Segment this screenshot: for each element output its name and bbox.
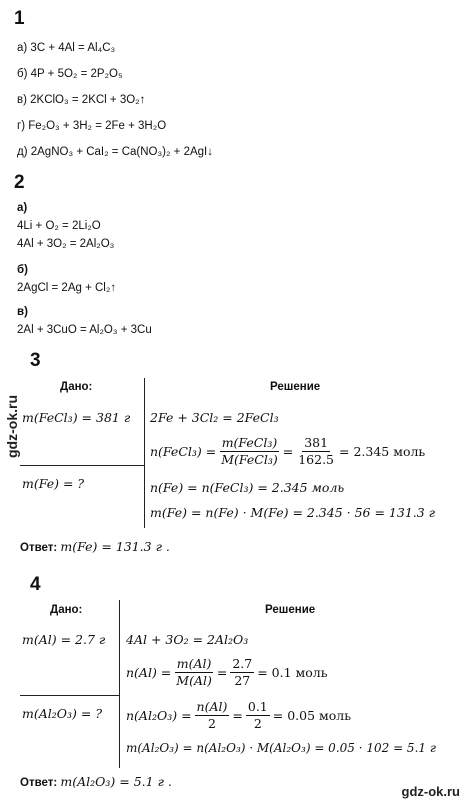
task-3-given: m(FeCl₃) = 381 г xyxy=(22,410,131,425)
task-4-answer-label: Ответ: xyxy=(20,777,58,789)
task-3-fraction-1-numerator: m(FeCl₃) xyxy=(221,435,278,450)
task-4-fraction-1-denominator: M(Al) xyxy=(176,673,212,688)
watermark-vertical: gdz-ok.ru xyxy=(4,395,20,458)
task-3-vertical-divider xyxy=(144,378,145,528)
task-1-equation-a: а) 3C + 4Al = Al₄C₃ xyxy=(17,42,116,54)
task-1-equation-g: г) Fe₂O₃ + 3H₂ = 2Fe + 3H₂O xyxy=(17,120,167,132)
task-4-number: 4 xyxy=(30,574,41,595)
task-3-answer xyxy=(20,539,170,554)
task-3-answer-value: m(Fe) = 131.3 г . xyxy=(60,539,170,554)
task-3-reaction: 2Fe + 3Cl₂ = 2FeCl₃ xyxy=(150,410,279,425)
task-4-vertical-divider xyxy=(119,600,120,768)
task-3-fraction-1-denominator: M(FeCl₃) xyxy=(221,452,278,467)
task-4-moles-al-lhs: n(Al) = xyxy=(126,665,172,680)
task-3-given-header: Дано: xyxy=(60,381,93,393)
task-3-fraction-2 xyxy=(296,436,336,467)
task-4-mass-al2o3: m(Al₂O₃) = n(Al₂O₃) · M(Al₂O₃) = 0.05 · 102 = 5.1 г xyxy=(126,741,436,755)
task-1-number: 1 xyxy=(14,8,25,29)
task-4-moles-al-rhs: = 0.1 моль xyxy=(257,665,328,680)
task-4-fraction-3-numerator: n(Al) xyxy=(196,699,228,714)
task-3-answer-label: Ответ: xyxy=(20,542,58,554)
task-4-fraction-3 xyxy=(195,700,230,731)
task-4-find: m(Al₂O₃) = ? xyxy=(22,706,103,721)
task-4-given: m(Al) = 2.7 г xyxy=(22,632,106,647)
task-4-fraction-1-numerator: m(Al) xyxy=(176,656,212,671)
task-2-label-b: б) xyxy=(17,264,28,276)
task-2-equation-a1: 4Li + O₂ = 2Li₂O xyxy=(17,220,101,232)
task-3-fraction-2-denominator: 162.5 xyxy=(298,452,335,467)
task-4-fraction-4 xyxy=(246,700,270,731)
task-4-moles-al-calc: n(Al) = $\frac{m(Al)}{M(Al)}$ = $\frac{2.7}{27}$ = 0.1 моль xyxy=(126,656,328,688)
task-3-fraction-2-numerator: 381 xyxy=(304,435,329,450)
watermark-bottom: gdz-ok.ru xyxy=(401,784,460,799)
task-3-moles-rhs: = 2.345 моль xyxy=(339,444,426,459)
task-4-fraction-1 xyxy=(174,657,214,688)
task-2-label-v: в) xyxy=(17,306,28,318)
task-2-label-a: а) xyxy=(17,202,28,214)
task-4-moles-al2o3-rhs: = 0.05 моль xyxy=(272,708,352,723)
task-4-given-header: Дано: xyxy=(50,604,83,616)
task-4-fraction-2 xyxy=(230,657,254,688)
task-3-find: m(Fe) = ? xyxy=(22,476,85,491)
task-1-equation-b: б) 4P + 5O₂ = 2P₂O₅ xyxy=(17,68,123,80)
task-4-fraction-4-numerator: 0.1 xyxy=(247,699,268,714)
task-1-equation-d: д) 2AgNO₃ + CaI₂ = Ca(NO₃)₂ + 2AgI↓ xyxy=(17,146,213,158)
task-2-equation-v1: 2Al + 3CuO = Al₂O₃ + 3Cu xyxy=(17,324,152,336)
task-4-moles-al2o3-calc: n(Al₂O₃) = $\frac{n(Al)}{2}$ = $\frac{0.1}{2}$ = 0.05 моль xyxy=(126,699,352,731)
task-4-reaction: 4Al + 3O₂ = 2Al₂O₃ xyxy=(126,632,249,647)
task-4-fraction-2-numerator: 2.7 xyxy=(232,656,253,671)
task-4-answer-value: m(Al₂O₃) = 5.1 г . xyxy=(60,774,172,789)
task-3-moles-lhs: n(FeCl₃) = xyxy=(150,444,217,459)
task-4-fraction-2-denominator: 27 xyxy=(234,673,251,688)
task-3-horizontal-divider xyxy=(20,465,145,466)
task-2-number: 2 xyxy=(14,172,25,193)
task-4-fraction-4-denominator: 2 xyxy=(253,716,262,731)
task-1-equation-v: в) 2KClO₃ = 2KCl + 3O₂↑ xyxy=(17,94,146,106)
task-3-mass-fe: m(Fe) = n(Fe) · M(Fe) = 2.345 · 56 = 131.3 г xyxy=(150,505,435,520)
task-3-moles-calc: n(FeCl₃) = $\frac{\text{m(FeCl₃)}}{\text{M(FeCl₃)}}$ = $\frac{381}{162.5}$ = 2.345 моль xyxy=(150,435,426,467)
task-3-fraction-1 xyxy=(219,436,280,467)
task-3-number: 3 xyxy=(30,350,41,371)
task-4-fraction-3-denominator: 2 xyxy=(207,716,216,731)
task-2-equation-a2: 4Al + 3O₂ = 2Al₂O₃ xyxy=(17,238,115,250)
task-3-solution-header: Решение xyxy=(270,381,321,393)
task-3-moles-fe: n(Fe) = n(FeCl₃) = 2.345 моль xyxy=(150,480,345,495)
task-4-horizontal-divider xyxy=(20,695,120,696)
task-4-solution-header: Решение xyxy=(265,604,316,616)
task-2-equation-b1: 2AgCl = 2Ag + Cl₂↑ xyxy=(17,282,117,294)
task-4-moles-al2o3-lhs: n(Al₂O₃) = xyxy=(126,708,192,723)
task-4-answer xyxy=(20,774,172,789)
